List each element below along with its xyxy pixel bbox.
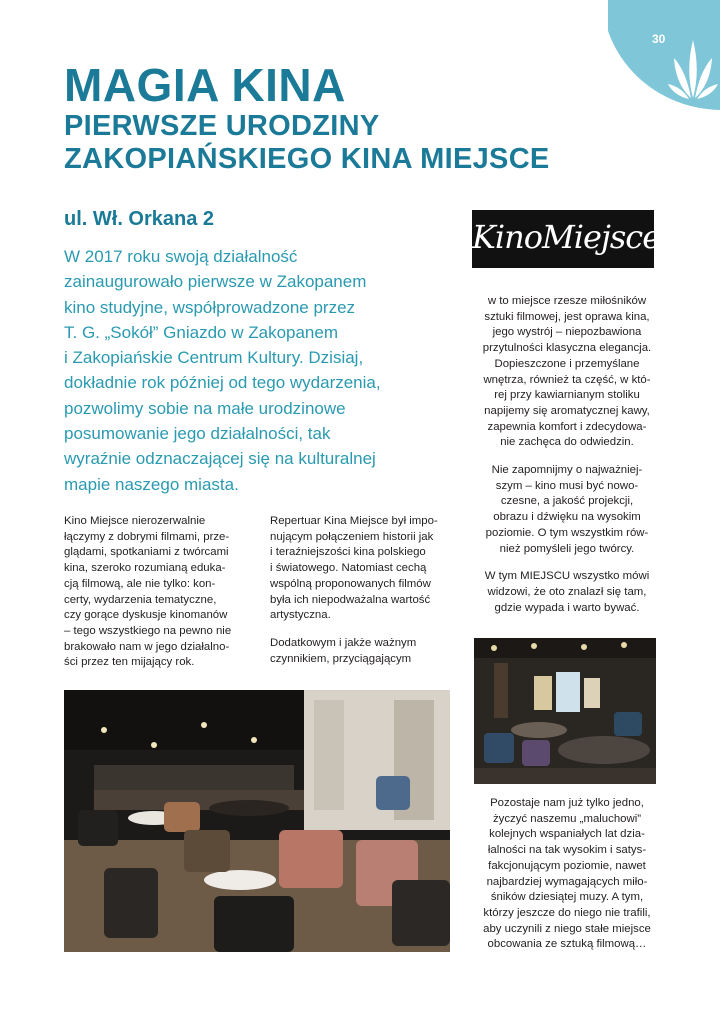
- text-line: napijemy się aromatycznej kawy,: [484, 404, 650, 417]
- text-line: zapewnia komfort i zdecydowa-: [487, 420, 647, 433]
- text-line: i Zakopiańskie Centrum Kultury. Dzisiaj,: [64, 348, 364, 368]
- text-line: cją filmową, ale nie tylko: kon-: [64, 577, 216, 590]
- subtitle-line: ZAKOPIAŃSKIEGO KINA MIEJSCE: [64, 143, 550, 175]
- paragraph: [474, 796, 660, 953]
- subtitle-line: PIERWSZE URODZINY: [64, 110, 380, 142]
- corner-decoration: [608, 0, 720, 110]
- text-line: łączymy z dobrymi filmami, prze-: [64, 530, 230, 543]
- text-line: nież pomyśleli jego twórcy.: [499, 542, 635, 555]
- text-line: nującym połączeniem historii jak: [270, 530, 434, 543]
- text-line: Pozostaje nam już tylko jedno,: [490, 797, 644, 809]
- kino-miejsce-logo: [472, 210, 661, 268]
- cinema-cafe-photo: [474, 638, 656, 784]
- text-line: którzy jeszcze do niego nie trafili,: [483, 906, 651, 919]
- paragraph: [474, 294, 660, 451]
- text-line: dokładnie rok później od tego wydarzenia,: [64, 373, 381, 393]
- text-line: czynnikiem, przyciągającym: [270, 652, 412, 665]
- lead-paragraph: [64, 244, 444, 497]
- paragraph: [474, 463, 660, 557]
- text-line: aby uczynili z niego stałe miejsce: [483, 922, 651, 935]
- text-line: kina, szeroko rozumianą eduka-: [64, 562, 226, 575]
- text-line: W 2017 roku swoją działalność: [64, 247, 298, 266]
- address-heading: ul. Wł. Orkana 2: [64, 208, 215, 230]
- text-line: T. G. „Sokół” Gniazdo w Zakopanem: [64, 322, 339, 342]
- text-line: kino studyjne, współprowadzone przez: [64, 297, 356, 317]
- text-line: Nie zapomnijmy o najważniej-: [491, 464, 643, 477]
- text-line: W tym MIEJSCU wszystko mówi: [484, 570, 650, 583]
- text-line: i światowego. Natomiast cechą: [270, 562, 427, 575]
- text-line: szym – kino musi być nowo-: [495, 479, 639, 492]
- text-line: sztuki filmowej, jest oprawa kina,: [484, 310, 650, 323]
- article-column-middle: [270, 514, 456, 679]
- paragraph: [474, 569, 660, 616]
- article-column-right-closing: [474, 796, 660, 965]
- text-line: brakowało nam w jego działalno-: [64, 640, 230, 653]
- leaf-icon: [668, 36, 718, 102]
- paragraph: [270, 514, 456, 624]
- text-line: łalności na tak wysokim i satys-: [487, 844, 647, 857]
- text-line: najbardziej wymagających miło-: [486, 875, 648, 888]
- text-line: rej przy kawiarnianym stoliku: [494, 389, 640, 402]
- text-line: kolejnych wspaniałych lat dzia-: [489, 828, 645, 841]
- text-line: przytulności klasyczna elegancja.: [482, 342, 652, 355]
- paragraph: [64, 514, 248, 671]
- text-line: w to miejsce rzesze miłośników: [487, 295, 647, 307]
- article-column-right: [474, 294, 660, 628]
- text-line: nie zachęca do odwiedzin.: [500, 436, 634, 449]
- text-line: fakcjonującym poziomie, nawet: [488, 859, 646, 872]
- text-line: Repertuar Kina Miejsce był impo-: [270, 515, 438, 527]
- text-line: Kino Miejsce nierozerwalnie: [64, 515, 206, 527]
- page-title: MAGIA KINA: [64, 59, 346, 111]
- text-line: obcowania ze sztuką filmową…: [487, 938, 647, 951]
- text-line: widzowi, że oto znalazł się tam,: [487, 585, 647, 598]
- text-line: pozwolimy sobie na małe urodzinowe: [64, 398, 346, 418]
- text-line: gdzie wypada i warto bywać.: [494, 601, 640, 614]
- text-line: ści przez ten mijający rok.: [64, 656, 195, 669]
- text-line: zainaugurowało pierwsze w Zakopanem: [64, 272, 367, 292]
- text-line: Dodatkowym i jakże ważnym: [270, 636, 417, 649]
- page-number: 30: [652, 32, 666, 46]
- text-line: mapie naszego miasta.: [64, 474, 239, 494]
- text-line: artystyczna.: [270, 609, 331, 622]
- page-subtitle: [64, 110, 550, 176]
- text-line: życzyć naszemu „maluchowi”: [492, 812, 642, 825]
- logo-text: KinoMiejsce: [472, 218, 661, 256]
- text-line: wspólną proponowanych filmów: [270, 577, 431, 590]
- text-line: glądami, spotkaniami z twórcami: [64, 546, 229, 559]
- text-line: czesne, a jakość projekcji,: [500, 495, 634, 508]
- text-line: i teraźniejszości kina polskiego: [270, 546, 426, 559]
- text-line: jego wystrój – niepozbawiona: [492, 326, 642, 339]
- text-line: obrazu i dźwięku na wysokim: [493, 511, 641, 524]
- text-line: śników dziesiątej muzy. A tym,: [490, 891, 644, 904]
- article-column-left: [64, 514, 248, 683]
- text-line: posumowanie jego działalności, tak: [64, 424, 331, 444]
- text-line: wnętrza, również ta część, w któ-: [483, 373, 651, 386]
- text-line: poziomie. O tym wszystkim rów-: [485, 526, 649, 539]
- paragraph: [270, 636, 456, 667]
- text-line: wyraźnie odznaczającej się na kulturalnej: [64, 449, 376, 469]
- text-line: była ich niepodważalna wartość: [270, 593, 431, 606]
- text-line: Dopieszczone i przemyślane: [494, 357, 640, 370]
- text-line: certy, wydarzenia tematyczne,: [64, 593, 217, 606]
- cinema-hall-photo: [64, 690, 450, 952]
- text-line: czy gorące dyskusje kinomanów: [64, 609, 228, 622]
- text-line: – tego wszystkiego na pewno nie: [64, 624, 232, 637]
